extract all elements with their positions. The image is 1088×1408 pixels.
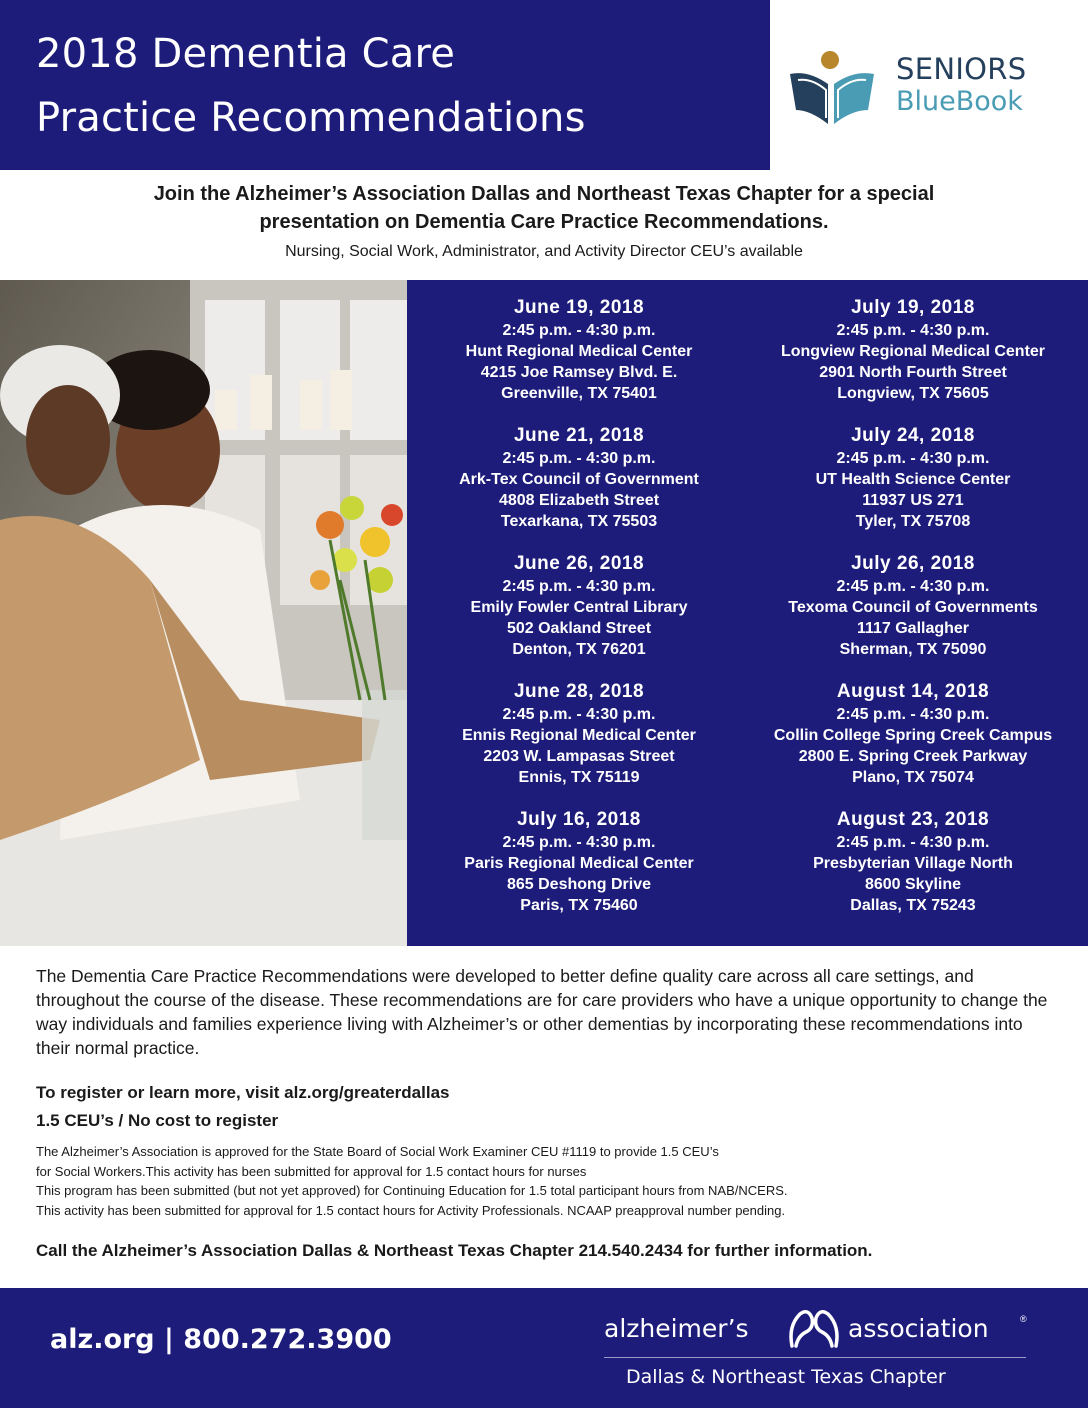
- event-time: 2:45 p.m. - 4:30 p.m.: [836, 450, 990, 467]
- event-city: Denton, TX 76201: [512, 641, 646, 658]
- registered-mark: ®: [1020, 1314, 1027, 1324]
- event-august-14: [743, 680, 1083, 808]
- intro-heading-line-1: Join the Alzheimer’s Association Dallas and Northeast Texas Chapter for a special: [153, 183, 935, 205]
- event-time: 2:45 p.m. - 4:30 p.m.: [502, 578, 656, 595]
- event-street: 4808 Elizabeth Street: [498, 492, 660, 509]
- event-street: 865 Deshong Drive: [506, 876, 652, 893]
- event-july-16: [415, 808, 743, 936]
- event-street: 11937 US 271: [862, 492, 964, 509]
- logo-word-association: association: [848, 1314, 989, 1343]
- event-city: Tyler, TX 75708: [855, 513, 971, 530]
- event-date: August 23, 2018: [836, 809, 990, 830]
- registration-info: To register or learn more, visit alz.org/greaterdallas: [36, 1083, 450, 1102]
- event-date: July 19, 2018: [851, 297, 975, 318]
- event-date: July 24, 2018: [851, 425, 975, 446]
- call-to-action: Call the Alzheimer’s Association Dallas & Northeast Texas Chapter 214.540.2434 for further information.: [36, 1241, 873, 1260]
- event-july-24: [743, 424, 1083, 552]
- fine-print-line: This program has been submitted (but not yet approved) for Continuing Education for 1.5 total participant hours from NAB/NCERS.: [36, 1183, 788, 1198]
- event-venue: Paris Regional Medical Center: [464, 855, 694, 872]
- footer-contact: alz.org | 800.272.3900: [50, 1324, 392, 1355]
- event-city: Paris, TX 75460: [520, 897, 638, 914]
- event-venue: Longview Regional Medical Center: [780, 343, 1046, 360]
- event-city: Greenville, TX 75401: [501, 385, 657, 402]
- event-city: Sherman, TX 75090: [839, 641, 987, 658]
- event-city: Dallas, TX 75243: [850, 897, 976, 914]
- event-august-23: [743, 808, 1083, 936]
- event-june-26: [415, 552, 743, 680]
- description-paragraph: The Dementia Care Practice Recommendations were developed to better define quality care across all care settings, and throughout the course of the disease. These recommendations are for care providers who have a unique opportunity to change the way individuals and families experience living with Alzheimer’s or other dementias by incorporating these recommendations into their normal practice.: [36, 966, 1048, 1058]
- event-date: June 28, 2018: [513, 681, 645, 702]
- event-june-28: [415, 680, 743, 808]
- event-date: June 26, 2018: [513, 553, 645, 574]
- event-time: 2:45 p.m. - 4:30 p.m.: [502, 834, 656, 851]
- event-venue: Ennis Regional Medical Center: [462, 727, 696, 744]
- logo-bluebook-text: BlueBook: [896, 86, 1023, 117]
- event-venue: Collin College Spring Creek Campus: [773, 727, 1053, 744]
- event-street: 2901 North Fourth Street: [819, 364, 1007, 381]
- schedule-column-left: [415, 296, 743, 936]
- seniors-bluebook-logo: [788, 44, 1078, 124]
- event-july-26: [743, 552, 1083, 680]
- event-time: 2:45 p.m. - 4:30 p.m.: [502, 322, 656, 339]
- event-time: 2:45 p.m. - 4:30 p.m.: [836, 578, 990, 595]
- event-time: 2:45 p.m. - 4:30 p.m.: [836, 322, 990, 339]
- event-street: 2203 W. Lampasas Street: [483, 748, 675, 765]
- intro-section: [0, 180, 1088, 262]
- event-city: Ennis, TX 75119: [518, 769, 640, 786]
- logo-seniors-text: SENIORS: [896, 52, 1027, 86]
- header: [0, 0, 1088, 170]
- event-venue: UT Health Science Center: [815, 471, 1011, 488]
- accreditation-fine-print: [36, 1142, 1056, 1220]
- event-city: Plano, TX 75074: [852, 769, 974, 786]
- event-time: 2:45 p.m. - 4:30 p.m.: [836, 706, 990, 723]
- fine-print-line: The Alzheimer’s Association is approved for the State Board of Social Work Examiner CEU #1119 to provide 1.5 CEU’s: [36, 1144, 719, 1159]
- event-time: 2:45 p.m. - 4:30 p.m.: [502, 706, 656, 723]
- alz-purple-mark-icon: [786, 1306, 842, 1352]
- event-july-19: [743, 296, 1083, 424]
- event-street: 502 Oakland Street: [506, 620, 652, 637]
- event-venue: Texoma Council of Governments: [788, 599, 1038, 616]
- event-time: 2:45 p.m. - 4:30 p.m.: [836, 834, 990, 851]
- event-venue: Presbyterian Village North: [813, 855, 1013, 872]
- alzheimers-association-logo: [604, 1300, 1044, 1400]
- footer: [0, 1288, 1088, 1408]
- event-venue: Hunt Regional Medical Center: [465, 343, 693, 360]
- event-venue: Emily Fowler Central Library: [470, 599, 688, 616]
- event-june-19: [415, 296, 743, 424]
- caregiver-photo: [0, 280, 407, 946]
- schedule-column-right: [743, 296, 1083, 936]
- event-city: Longview, TX 75605: [837, 385, 989, 402]
- title-banner: [0, 0, 770, 170]
- event-june-21: [415, 424, 743, 552]
- event-time: 2:45 p.m. - 4:30 p.m.: [502, 450, 656, 467]
- event-date: August 14, 2018: [836, 681, 990, 702]
- logo-word-alzheimers: alzheimer’s: [604, 1314, 749, 1343]
- intro-heading-line-2: presentation on Dementia Care Practice Recommendations.: [259, 211, 829, 233]
- ceu-availability-note: Nursing, Social Work, Administrator, and Activity Director CEU’s available: [285, 243, 803, 260]
- logo-divider: [604, 1357, 1026, 1358]
- event-date: June 19, 2018: [513, 297, 645, 318]
- event-date: July 16, 2018: [517, 809, 641, 830]
- event-date: July 26, 2018: [851, 553, 975, 574]
- page-title-line-2: Practice Recommendations: [36, 95, 586, 141]
- fine-print-line: This activity has been submitted for approval for 1.5 contact hours for Activity Professionals. NCAAP preapproval number pending.: [36, 1202, 786, 1218]
- event-schedule: [407, 280, 1088, 946]
- logo-chapter-name: Dallas & Northeast Texas Chapter: [626, 1366, 946, 1388]
- open-book-icon: [788, 48, 876, 128]
- event-venue: Ark-Tex Council of Government: [459, 471, 699, 488]
- event-street: 4215 Joe Ramsey Blvd. E.: [480, 364, 678, 381]
- event-street: 2800 E. Spring Creek Parkway: [798, 748, 1028, 765]
- event-city: Texarkana, TX 75503: [500, 513, 658, 530]
- event-street: 8600 Skyline: [864, 876, 962, 893]
- page-title-line-1: 2018 Dementia Care: [36, 31, 456, 77]
- ceu-cost-note: 1.5 CEU’s / No cost to register: [36, 1111, 279, 1130]
- event-date: June 21, 2018: [513, 425, 645, 446]
- event-street: 1117 Gallagher: [856, 620, 970, 637]
- fine-print-line: for Social Workers.This activity has been submitted for approval for 1.5 contact hours for nurses: [36, 1163, 587, 1179]
